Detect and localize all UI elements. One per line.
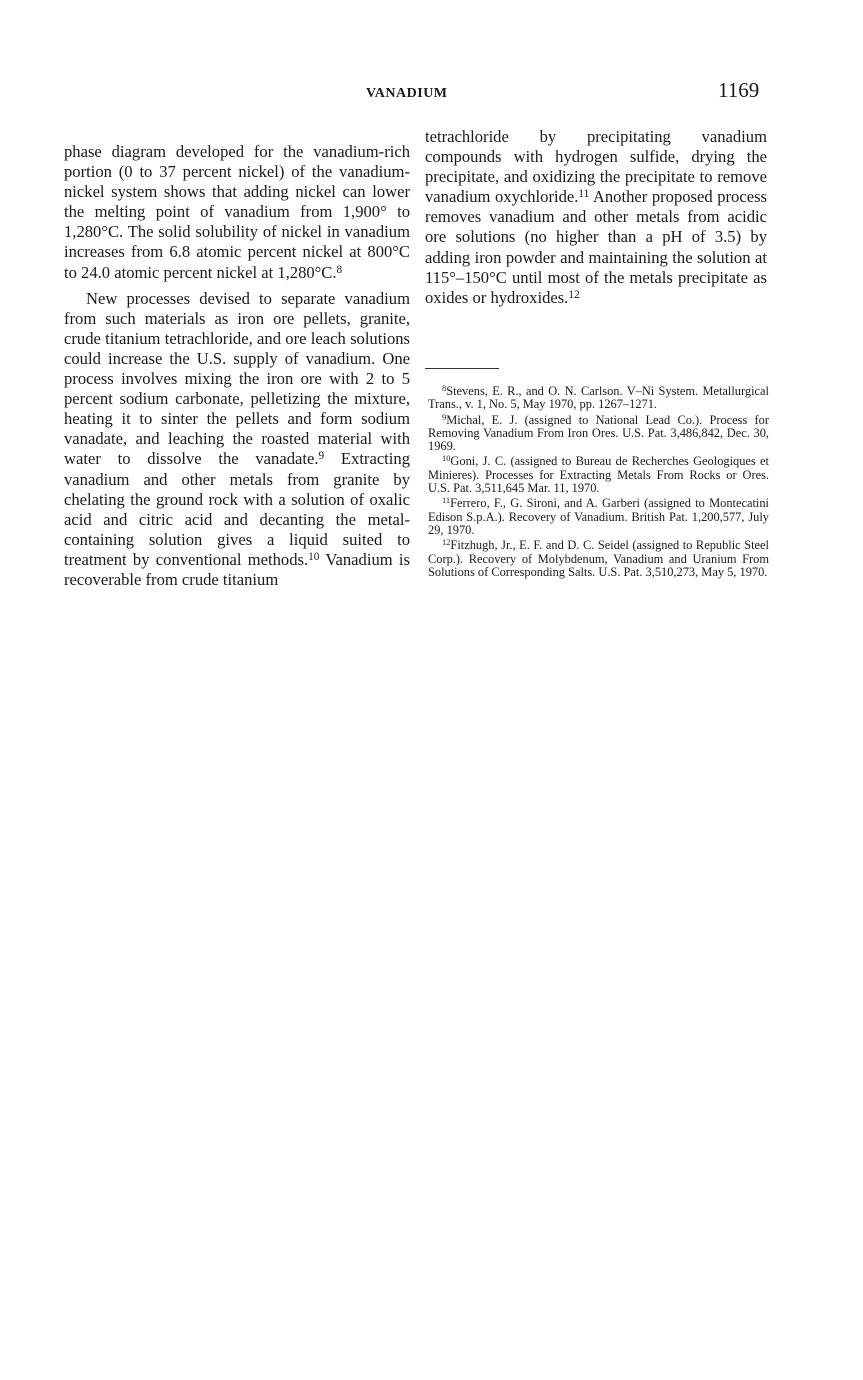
paragraph-text: tetrachloride by precipitating vanadium compounds with hydrogen sulfide, drying the precipitate, and oxidizing the precipitate to remove vanadium oxychloride. — [425, 127, 767, 207]
footnote-text: Fitzhugh, Jr., E. F. and D. C. Seidel (assigned to Republic Steel Corp.). Recovery of Molybdenum, Vanadium and Uranium From Solutions of Corresponding Salts. U.S. Pat. 3,510,273, May 5, 1970. — [428, 538, 769, 579]
footnote-number: 8 — [442, 383, 447, 394]
paragraph-continued — [425, 127, 767, 308]
paragraph-text: phase diagram developed for the vanadium-rich portion (0 to 37 percent nickel) of the vanadium-nickel system shows that adding nickel can lower the melting point of vanadium from 1,900° to 1,280°C. The solid solubility of nickel in vanadium increases from 6.8 atomic percent nickel at 800°C to 24.0 atomic percent nickel at 1,280°C. — [64, 142, 410, 282]
footnote-ref-9[interactable]: 9 — [318, 450, 325, 463]
paragraph-text: Extracting vanadium and other metals from granite by chelating the ground rock with a solution of oxalic acid and citric acid and decanting the metal-containing solution gives a liquid suited to treatment by conventional methods. — [64, 449, 410, 569]
footnote-8 — [428, 385, 769, 412]
paragraph-text: Another proposed process removes vanadium and other metals from acidic ore solutions (no higher than a pH of 3.5) by adding iron powder and maintaining the solution at 115°–150°C until most of the metals precipitate as oxides or hydroxides. — [425, 187, 767, 307]
footnote-number: 11 — [442, 495, 451, 506]
page-number: 1169 — [718, 78, 760, 102]
footnote-ref-8[interactable]: 8 — [336, 263, 343, 276]
footnote-11 — [428, 497, 769, 537]
footnote-ref-12[interactable]: 12 — [568, 288, 580, 301]
paragraph-new-processes — [64, 289, 410, 590]
footnote-text: Ferrero, F., G. Sironi, and A. Garberi (assigned to Montecatini Edison S.p.A.). Recovery of Vanadium. British Pat. 1,200,577, July 29, 1970. — [428, 496, 769, 537]
footnote-ref-11[interactable]: 11 — [578, 188, 590, 201]
footnote-12 — [428, 539, 769, 579]
footnote-10 — [428, 455, 769, 495]
left-column — [64, 142, 410, 590]
footnote-number: 10 — [442, 453, 451, 464]
footnote-text: Stevens, E. R., and O. N. Carlson. V–Ni System. Metallurgical Trans., v. 1, No. 5, May 1970, pp. 1267–1271. — [428, 384, 769, 412]
running-head: VANADIUM — [366, 86, 448, 101]
footnotes — [428, 385, 769, 581]
paragraph-text: New processes devised to separate vanadium from such materials as iron ore pellets, granite, crude titanium tetrachloride, and ore leach solutions could increase the U.S. supply of vanadium. One process involves mixing the iron ore with 2 to 5 percent sodium carbonate, pelletizing the mixture, heating it to sinter the pellets and form sodium vanadate, and leaching the roasted material with water to dissolve the vanadate. — [64, 288, 410, 469]
paragraph-phase-diagram — [64, 142, 410, 283]
right-column — [425, 127, 767, 308]
footnote-9 — [428, 411, 769, 454]
footnote-text: Michal, E. J. (assigned to National Lead Co.). Process for Removing Vanadium From Iron Ores. U.S. Pat. 3,486,842, Dec. 30, 1969. — [428, 412, 769, 454]
footnote-text: Goni, J. C. (assigned to Bureau de Recherches Geologiques et Minieres). Processes for Extracting Metals From Rocks or Ores. U.S. Pat. 3,511,645 Mar. 11, 1970. — [428, 454, 769, 496]
footnote-number: 9 — [442, 411, 447, 422]
footnote-divider — [425, 368, 499, 369]
footnote-ref-10[interactable]: 10 — [308, 550, 320, 563]
footnote-number: 12 — [442, 537, 451, 548]
paragraph-text: Vanadium is recoverable from crude titanium — [64, 549, 410, 589]
